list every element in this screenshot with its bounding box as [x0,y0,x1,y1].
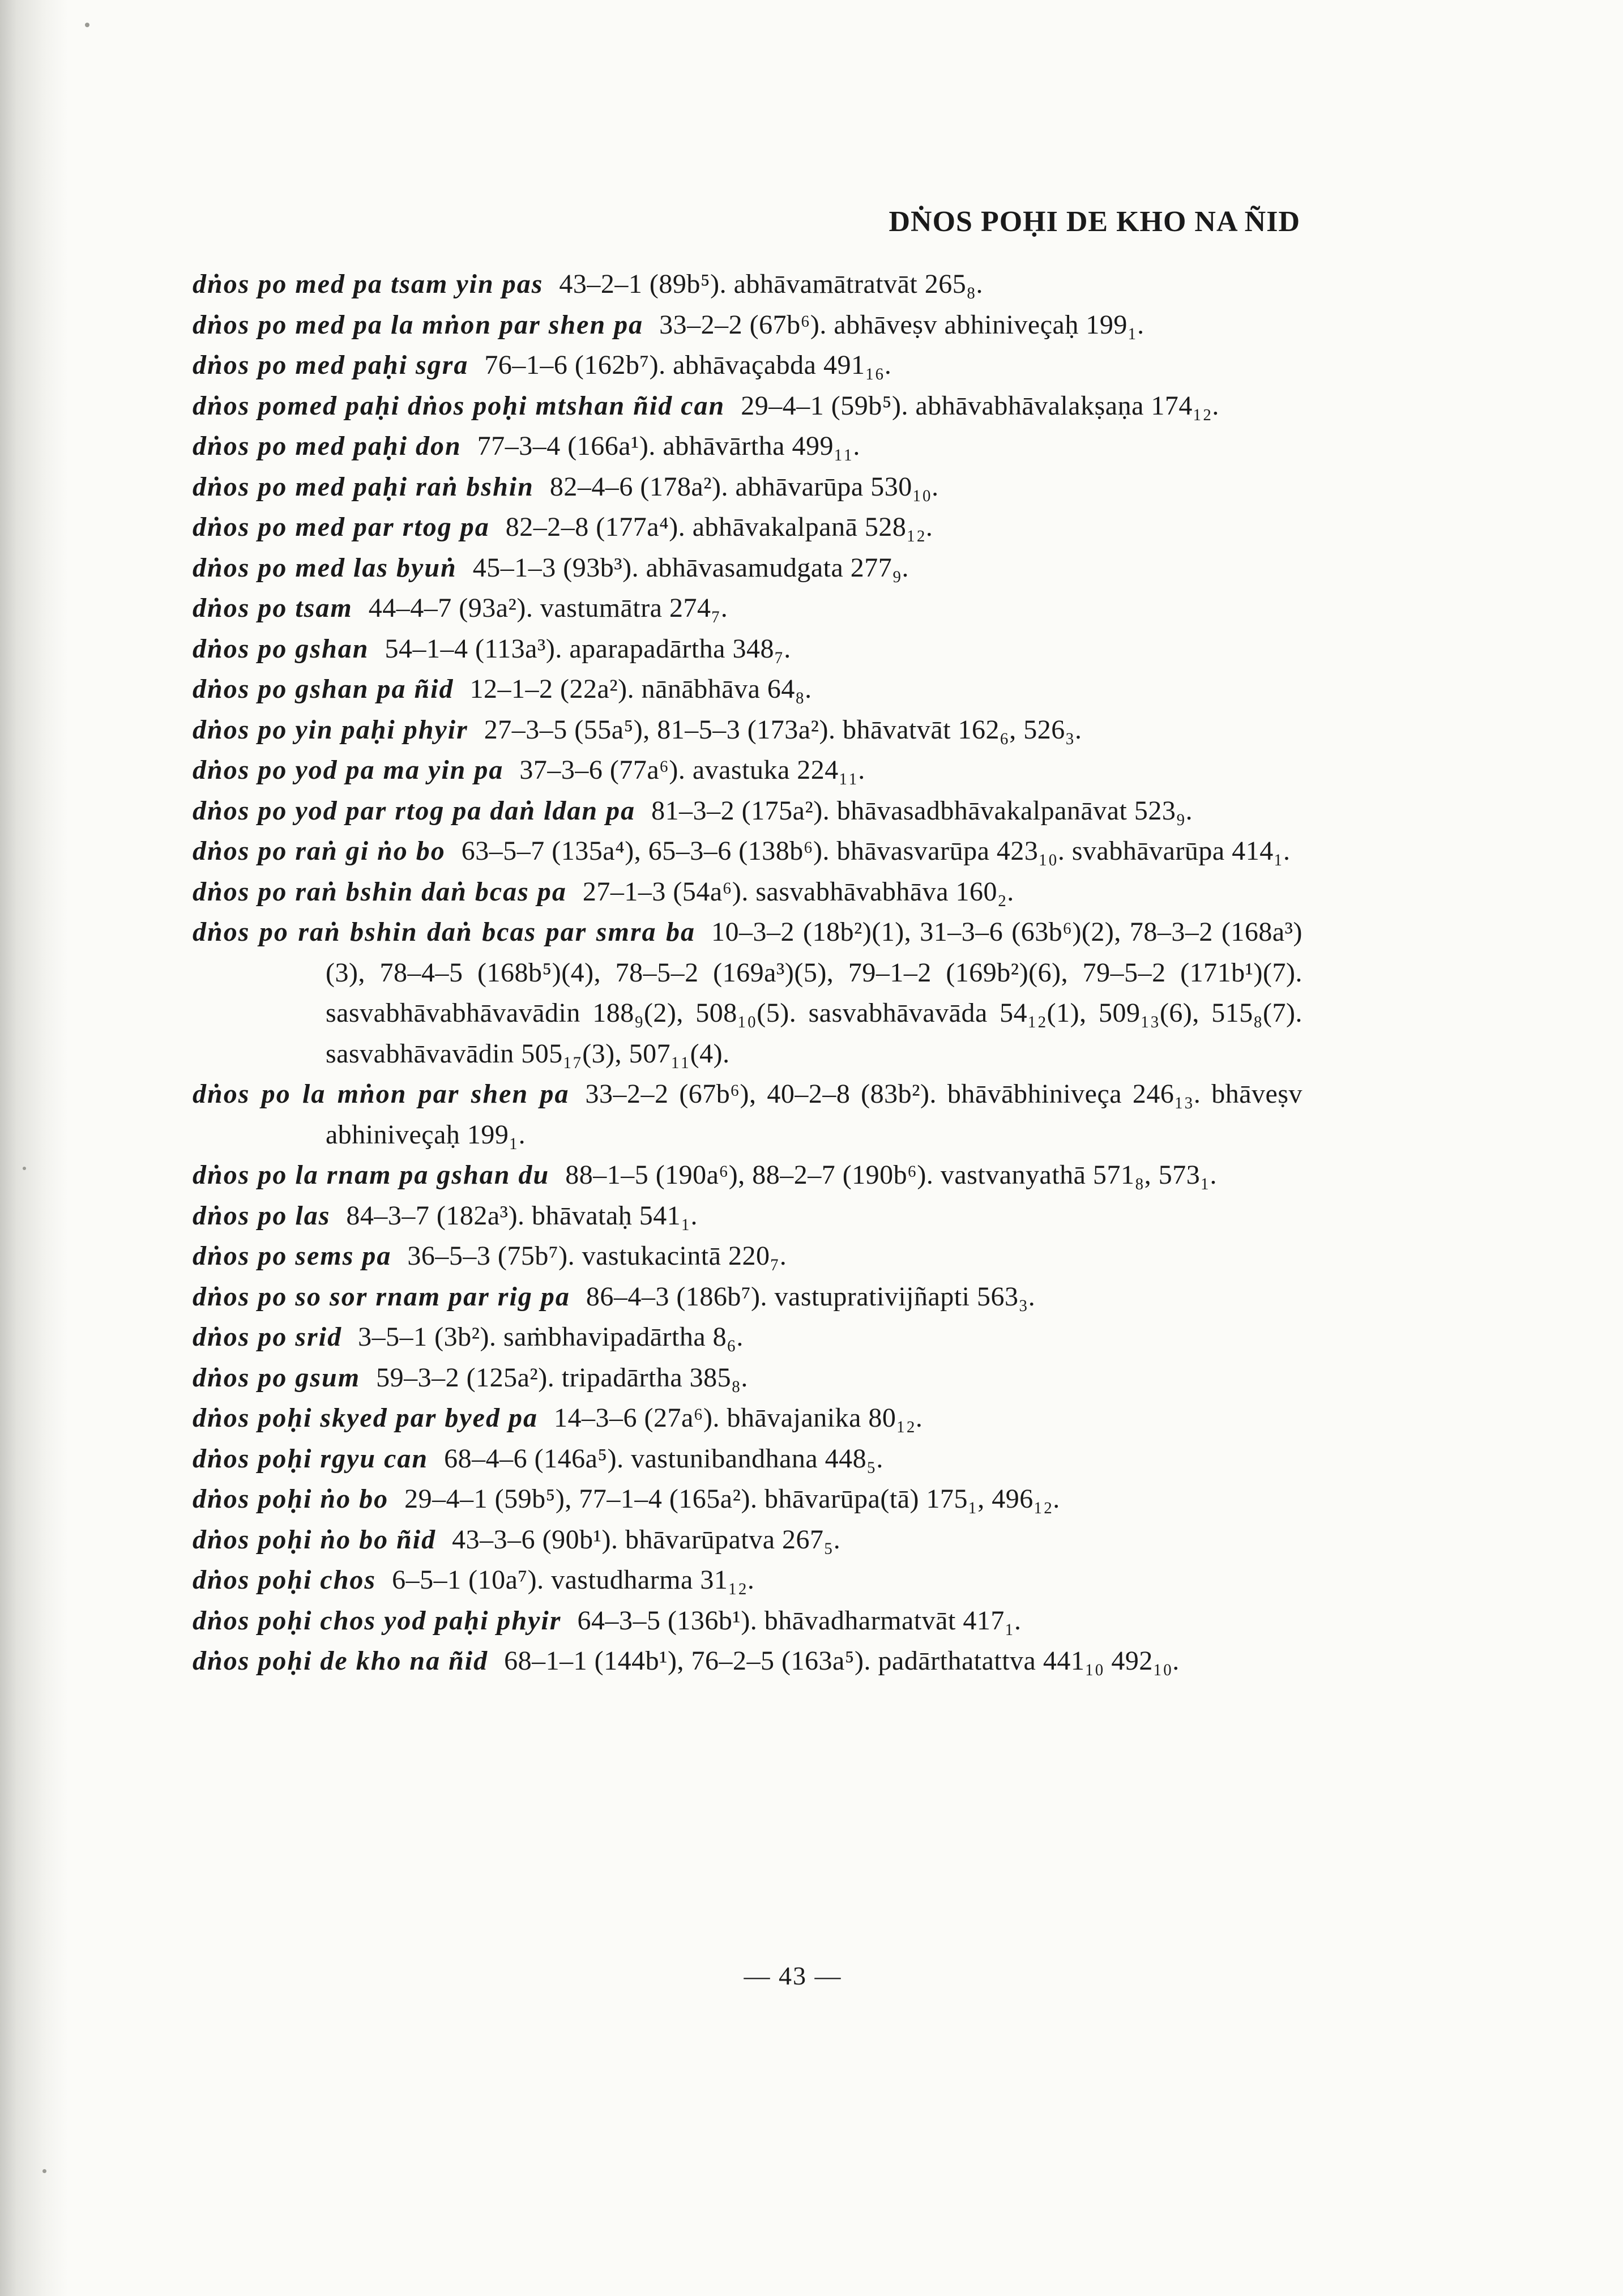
entry-term: dṅos po srid [193,1322,343,1352]
index-entry [193,710,1302,750]
index-entry [193,1236,1302,1277]
entry-references: 64–3–5 (136b¹). bhāvadharmatvāt 417₁. [577,1605,1022,1636]
scan-speck [42,2169,46,2173]
entry-references: 29–4–1 (59b⁵). abhāvabhāvalakṣaṇa 174₁₂. [741,390,1219,421]
index-entry [193,1520,1302,1560]
entry-term: dṅos po raṅ bshin daṅ bcas par smra ba [193,917,695,947]
entry-references: 44–4–7 (93a²). vastumātra 274₇. [368,593,728,623]
entry-references: 36–5–3 (75b⁷). vastukacintā 220₇. [407,1241,787,1271]
index-entry [193,791,1302,831]
entry-references: 86–4–3 (186b⁷). vastuprativijñapti 563₃. [586,1281,1036,1312]
index-entry [193,264,1302,305]
entry-references: 84–3–7 (182a³). bhāvataḥ 541₁. [346,1200,698,1231]
entry-term: dṅos pomed paḥi dṅos poḥi mtshan ñid can [193,390,725,421]
entry-references: 14–3–6 (27a⁶). bhāvajanika 80₁₂. [553,1403,923,1433]
entry-term: dṅos poḥi de kho na ñid [193,1646,489,1676]
entry-term: dṅos po med las byuṅ [193,552,457,583]
scan-speck [85,23,89,27]
entry-term: dṅos po med paḥi don [193,431,462,461]
index-entry [193,1601,1302,1641]
entry-references: 54–1–4 (113a³). aparapadārtha 348₇. [385,633,791,664]
entry-references: 63–5–7 (135a⁴), 65–3–6 (138b⁶). bhāvasvarūpa 423₁₀. svabhāvarūpa 414₁. [461,836,1291,866]
entry-term: dṅos po yod pa ma yin pa [193,755,504,785]
index-entry [193,1074,1302,1155]
index-entry [193,831,1302,872]
index-entry [193,912,1302,1074]
index-entry [193,467,1302,507]
index-entry [193,548,1302,588]
entry-term: dṅos po yod par rtog pa daṅ ldan pa [193,795,636,826]
entry-references: 81–3–2 (175a²). bhāvasadbhāvakalpanāvat 523₉. [651,795,1193,826]
entry-references: 29–4–1 (59b⁵), 77–1–4 (165a²). bhāvarūpa(tā) 175₁, 496₁₂. [404,1484,1060,1514]
entry-references: 88–1–5 (190a⁶), 88–2–7 (190b⁶). vastvanyathā 571₈, 573₁. [565,1160,1217,1190]
entry-references: 10–3–2 (18b²)(1), 31–3–6 (63b⁶)(2), 78–3–2 (168a³)(3), 78–4–5 (168b⁵)(4), 78–5–2 (169a³)(5), 79–1–2 (169b²)(6), 79–5–2 (171b¹)(7). sasvabhāvabhāvavādin 188₉(2), 508₁₀(5). sasvabhāvavāda 54₁₂(1), 509₁₃(6), 515₈(7). sasvabhāvavādin 505₁₇(3), 507₁₁(4). [326,917,1302,1069]
entry-references: 12–1–2 (22a²). nānābhāva 64₈. [469,674,812,704]
index-entry [193,669,1302,710]
index-entry [193,1155,1302,1196]
entry-term: dṅos po so sor rnam par rig pa [193,1281,570,1312]
entry-term: dṅos poḥi ṅo bo ñid [193,1524,437,1555]
entry-references: 43–2–1 (89b⁵). abhāvamātratvāt 265₈. [559,269,983,299]
entry-references: 27–3–5 (55a⁵), 81–5–3 (173a²). bhāvatvāt 162₆, 526₃. [484,714,1082,745]
page-number: — 43 — [744,1961,842,1990]
index-entry [193,1358,1302,1398]
entry-references: 82–2–8 (177a⁴). abhāvakalpanā 528₁₂. [505,512,933,542]
entry-term: dṅos po las [193,1200,331,1231]
entry-term: dṅos po raṅ bshin daṅ bcas pa [193,876,567,907]
entry-references: 3–5–1 (3b²). saṁbhavipadārtha 8₆. [358,1322,744,1352]
index-entry [193,426,1302,467]
entry-term: dṅos po la rnam pa gshan du [193,1160,550,1190]
entry-references: 6–5–1 (10a⁷). vastudharma 31₁₂. [392,1565,755,1595]
entry-references: 68–1–1 (144b¹), 76–2–5 (163a⁵). padārthatattva 441₁₀ 492₁₀. [504,1646,1180,1676]
index-entry [193,872,1302,912]
running-header: DṄOS POḤI DE KHO NA ÑID [889,206,1300,238]
entry-references: 68–4–6 (146a⁵). vastunibandhana 448₅. [444,1443,883,1474]
scan-edge-shadow [0,0,68,2296]
index-entry [193,1317,1302,1358]
entry-references: 45–1–3 (93b³). abhāvasamudgata 277₉. [472,552,909,583]
index-entry [193,507,1302,548]
entry-term: dṅos poḥi ṅo bo [193,1484,389,1514]
entry-term: dṅos po med par rtog pa [193,512,490,542]
entry-references: 27–1–3 (54a⁶). sasvabhāvabhāva 160₂. [582,876,1014,907]
index-entry [193,1277,1302,1317]
entry-term: dṅos po gsum [193,1362,361,1393]
entry-references: 77–3–4 (166a¹). abhāvārtha 499₁₁. [477,431,860,461]
entry-term: dṅos po med paḥi sgra [193,350,469,380]
index-entry [193,1641,1302,1682]
index-entry [193,588,1302,629]
entry-references: 43–3–6 (90b¹). bhāvarūpatva 267₅. [452,1524,841,1555]
entry-term: dṅos po sems pa [193,1241,392,1271]
entry-term: dṅos po gshan pa ñid [193,674,454,704]
index-entry [193,1439,1302,1479]
entry-term: dṅos po raṅ gi ṅo bo [193,836,446,866]
index-entry [193,1196,1302,1236]
index-entries-list [193,264,1302,1682]
entry-term: dṅos po tsam [193,593,353,623]
index-entry [193,345,1302,386]
entry-references: 59–3–2 (125a²). tripadārtha 385₈. [376,1362,748,1393]
index-entry [193,305,1302,345]
index-entry [193,629,1302,669]
entry-references: 82–4–6 (178a²). abhāvarūpa 530₁₀. [549,471,939,502]
entry-term: dṅos po med pa tsam yin pas [193,269,544,299]
entry-term: dṅos po la mṅon par shen pa [193,1079,570,1109]
entry-references: 33–2–2 (67b⁶). abhāveṣv abhiniveçaḥ 199₁. [659,309,1144,340]
entry-term: dṅos po med paḥi raṅ bshin [193,471,534,502]
entry-term: dṅos po gshan [193,633,369,664]
entry-term: dṅos poḥi skyed par byed pa [193,1403,538,1433]
entry-term: dṅos po yin paḥi phyir [193,714,468,745]
entry-term: dṅos poḥi rgyu can [193,1443,429,1474]
entry-term: dṅos poḥi chos [193,1565,377,1595]
entry-term: dṅos po med pa la mṅon par shen pa [193,309,644,340]
entry-references: 33–2–2 (67b⁶), 40–2–8 (83b²). bhāvābhiniveça 246₁₃. bhāveṣv abhiniveçaḥ 199₁. [326,1079,1302,1150]
index-entry [193,386,1302,426]
scan-speck [23,1167,26,1170]
entry-references: 37–3–6 (77a⁶). avastuka 224₁₁. [519,755,865,785]
index-entry [193,750,1302,791]
index-entry [193,1479,1302,1520]
entry-term: dṅos poḥi chos yod paḥi phyir [193,1605,562,1636]
index-entry [193,1560,1302,1601]
index-entry [193,1398,1302,1439]
entry-references: 76–1–6 (162b⁷). abhāvaçabda 491₁₆. [484,350,892,380]
